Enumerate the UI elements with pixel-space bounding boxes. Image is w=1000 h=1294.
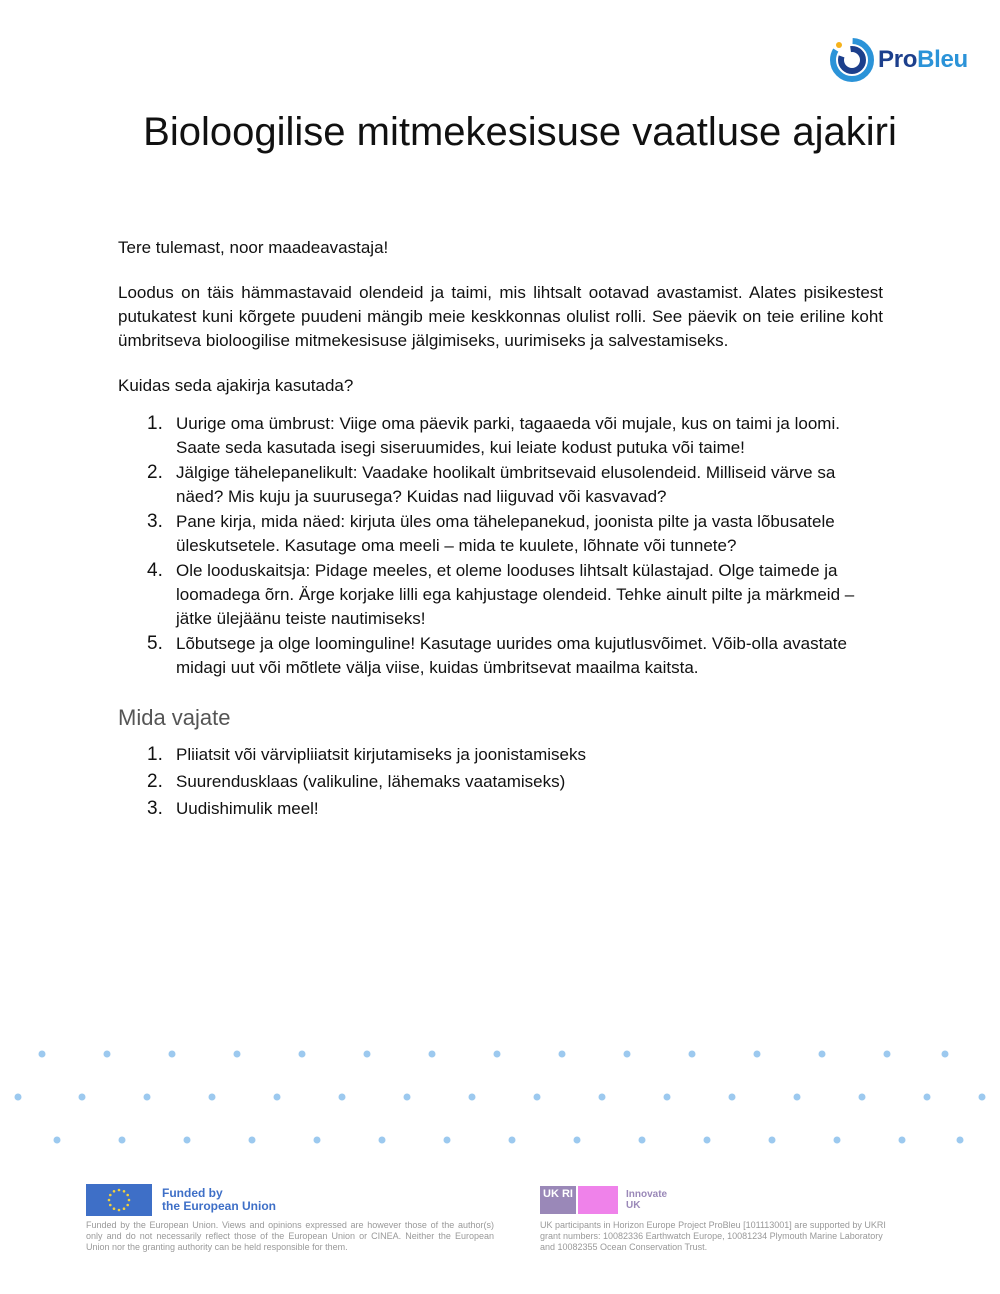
list-item: 1. Uurige oma ümbrust: Viige oma päevik parki, tagaaeda või mujale, kus on taimi ja loomi. Saate seda kasutada isegi siseruumides, kui leiate kodust putuka või taime! — [147, 413, 840, 457]
intro-paragraph: Loodus on täis hämmastavaid olendeid ja taimi, mis lihtsalt ootavad avastamist. Alates pisikestest putukatest kuni kõrgete puudeni mängib meie keskkonnas olulist rolli. See päevik on teie eriline koht ümbritseva bioloogilise mitmekesisuse jälgimiseks, uurimiseks ja salvestamiseks. — [118, 283, 883, 350]
eu-flag-icon — [86, 1184, 152, 1216]
list-item: 4. Ole looduskaitsja: Pidage meeles, et oleme looduses lihtsalt külastajad. Olge taimede ja loomadega õrn. Ärge korjake lilli ega kahjustage olendeid. Tehke ainult pilte ja märkmeid – jätke ülejäänu teiste nautimiseks! — [147, 560, 855, 628]
journal-content — [118, 236, 883, 824]
ukri-funding-block — [540, 1182, 900, 1253]
ukri-disclaimer: UK participants in Horizon Europe Project ProBleu [101113001] are supported by UKRI grant numbers: 10082336 Earthwatch Europe, 10081234 Plymouth Marine Laboratory and 10082355 Ocean Conservation Trust. — [540, 1220, 886, 1252]
innovate-uk-logo — [578, 1186, 618, 1214]
decorative-dots-pattern — [0, 1040, 1000, 1160]
howto-steps-list — [118, 412, 883, 680]
page-title: Bioloogilise mitmekesisuse vaatluse ajakiri — [143, 110, 897, 154]
greeting: Tere tulemast, noor maadeavastaja! — [118, 238, 389, 257]
probleu-wordmark: ProBleu — [878, 46, 968, 73]
needs-heading: Mida vajate — [118, 705, 231, 730]
probleu-swirl-icon — [830, 38, 874, 82]
list-item: 5. Lõbutsege ja olge loominguline! Kasutage uurides oma kujutlusvõimet. Võib-olla avastate midagi uut või mõtlete välja viise, kuidas ümbritsevat maailma kaitsta. — [147, 633, 847, 677]
probleu-logo — [830, 38, 968, 82]
list-item: 3. Pane kirja, mida näed: kirjuta üles oma tähelepanekud, joonista pilte ja vasta lõbusatele üleskutsetele. Kasutage oma meeli – mida te kuulete, lõhnate või tunnete? — [147, 511, 835, 555]
list-item: 3. Uudishimulik meel! — [147, 798, 319, 819]
list-item: 2. Suurendusklaas (valikuline, lähemaks vaatamiseks) — [147, 771, 566, 792]
eu-funded-label: Funded by the European Union — [162, 1186, 276, 1213]
list-item: 1. Pliiatsit või värvipliiatsit kirjutamiseks ja joonistamiseks — [147, 744, 587, 765]
ukri-logo: UK RI — [540, 1186, 576, 1214]
funding-footer — [0, 1182, 1000, 1272]
needs-list — [118, 743, 883, 821]
eu-disclaimer: Funded by the European Union. Views and opinions expressed are however those of the author(s) only and do not necessarily reflect those of the European Union or CINEA. Neither the European Union nor the granting authority can be held responsible for them. — [86, 1220, 494, 1252]
innovate-uk-label: Innovate UK — [626, 1189, 668, 1211]
eu-funding-block — [86, 1182, 494, 1253]
howto-question: Kuidas seda ajakirja kasutada? — [118, 376, 354, 395]
list-item: 2. Jälgige tähelepanelikult: Vaadake hoolikalt ümbritsevaid elusolendeid. Milliseid värve sa näed? Mis kuju ja suurusega? Kuidas nad liiguvad või kasvavad? — [147, 462, 836, 506]
